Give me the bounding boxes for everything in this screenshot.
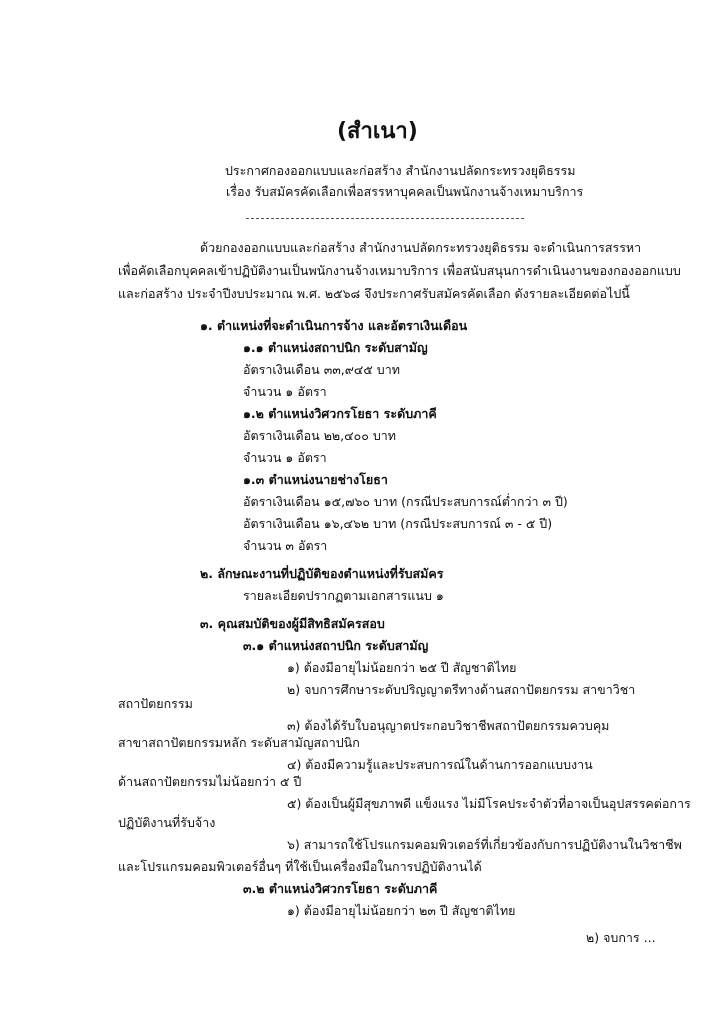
position-1-2-salary: อัตราเงินเดือน ๒๒,๔๐๐ บาท — [243, 428, 397, 443]
section-2-heading: ๒. ลักษณะงานที่ปฏิบัติของตำแหน่งที่รับสมัคร — [200, 566, 444, 581]
section-1-heading: ๑. ตำแหน่งที่จะดำเนินการจ้าง และอัตราเงินเดือน — [200, 318, 468, 333]
position-1-3-salary-1: อัตราเงินเดือน ๑๕,๗๖๐ บาท (กรณีประสบการณ์ต่ำกว่า ๓ ปี) — [243, 494, 568, 509]
qualification-item-6a: ๖) สามารถใช้โปรแกรมคอมพิวเตอร์ที่เกี่ยวข้องกับการปฏิบัติงานในวิชาชีพ — [287, 837, 682, 852]
qualification-item-5a: ๕) ต้องเป็นผู้มีสุขภาพดี แข็งแรง ไม่มีโรคประจำตัวที่อาจเป็นอุปสรรคต่อการ — [287, 796, 691, 811]
qualification-item-4b: ด้านสถาปัตยกรรมไม่น้อยกว่า ๕ ปี — [118, 774, 302, 789]
position-1-3-salary-2: อัตราเงินเดือน ๑๖,๔๖๒ บาท (กรณีประสบการณ์ ๓ - ๕ ปี) — [243, 516, 553, 531]
qualification-item-1: ๑) ต้องมีอายุไม่น้อยกว่า ๒๕ ปี สัญชาติไทย — [287, 660, 517, 675]
document-title: (สำเนา) — [337, 119, 418, 144]
position-1-1-count: จำนวน ๑ อัตรา — [243, 384, 327, 399]
qualification-3-1-title: ๓.๑ ตำแหน่งสถาปนิก ระดับสามัญ — [243, 638, 429, 653]
announcement-line-1: ประกาศกองออกแบบและก่อสร้าง สำนักงานปลัดกระทรวงยุติธรรม — [225, 163, 576, 178]
intro-line-2: เพื่อคัดเลือกบุคคลเข้าปฏิบัติงานเป็นพนักงานจ้างเหมาบริการ เพื่อสนับสนุนการดำเนินงานของกองออกแบบ — [118, 263, 681, 278]
position-1-3-title: ๑.๓ ตำแหน่งนายช่างโยธา — [243, 472, 388, 487]
qualification-item-2a: ๒) จบการศึกษาระดับปริญญาตรีทางด้านสถาปัตยกรรม สาขาวิชา — [287, 682, 636, 697]
announcement-line-2: เรื่อง รับสมัครคัดเลือกเพื่อสรรหาบุคคลเป็นพนักงานจ้างเหมาบริการ — [226, 184, 584, 199]
qualification-3-2-title: ๓.๒ ตำแหน่งวิศวกรโยธา ระดับภาคี — [243, 881, 438, 896]
position-1-1-salary: อัตราเงินเดือน ๓๓,๙๔๕ บาท — [243, 362, 401, 377]
section-2-detail: รายละเอียดปรากฏตามเอกสารแนบ ๑ — [243, 588, 444, 603]
position-1-3-count: จำนวน ๓ อัตรา — [243, 538, 328, 553]
position-1-2-title: ๑.๒ ตำแหน่งวิศวกรโยธา ระดับภาคี — [243, 406, 437, 421]
page-continuation: ๒) จบการ ... — [586, 930, 656, 945]
qualification-item-5b: ปฏิบัติงานที่รับจ้าง — [118, 815, 216, 830]
separator-line — [246, 218, 524, 219]
qualification-item-2b: สถาปัตยกรรม — [118, 696, 193, 711]
intro-line-3: และก่อสร้าง ประจำปีงบประมาณ พ.ศ. ๒๕๖๘ จึงประกาศรับสมัครคัดเลือก ดังรายละเอียดต่อไปนี้ — [118, 286, 630, 301]
section-3-heading: ๓. คุณสมบัติของผู้มีสิทธิสมัครสอบ — [200, 616, 385, 631]
qualification-3-2-item-1: ๑) ต้องมีอายุไม่น้อยกว่า ๒๓ ปี สัญชาติไทย — [287, 903, 516, 918]
qualification-item-4a: ๔) ต้องมีความรู้และประสบการณ์ในด้านการออกแบบงาน — [287, 757, 593, 772]
qualification-item-6b: และโปรแกรมคอมพิวเตอร์อื่นๆ ที่ใช้เป็นเครื่องมือในการปฏิบัติงานได้ — [118, 859, 482, 874]
qualification-item-3a: ๓) ต้องได้รับใบอนุญาตประกอบวิชาชีพสถาปัตยกรรมควบคุม — [287, 718, 610, 733]
position-1-2-count: จำนวน ๑ อัตรา — [243, 450, 327, 465]
position-1-1-title: ๑.๑ ตำแหน่งสถาปนิก ระดับสามัญ — [243, 340, 428, 355]
qualification-item-3b: สาขาสถาปัตยกรรมหลัก ระดับสามัญสถาปนิก — [118, 735, 360, 750]
intro-line-1: ด้วยกองออกแบบและก่อสร้าง สำนักงานปลัดกระทรวงยุติธรรม จะดำเนินการสรรหา — [200, 240, 642, 255]
